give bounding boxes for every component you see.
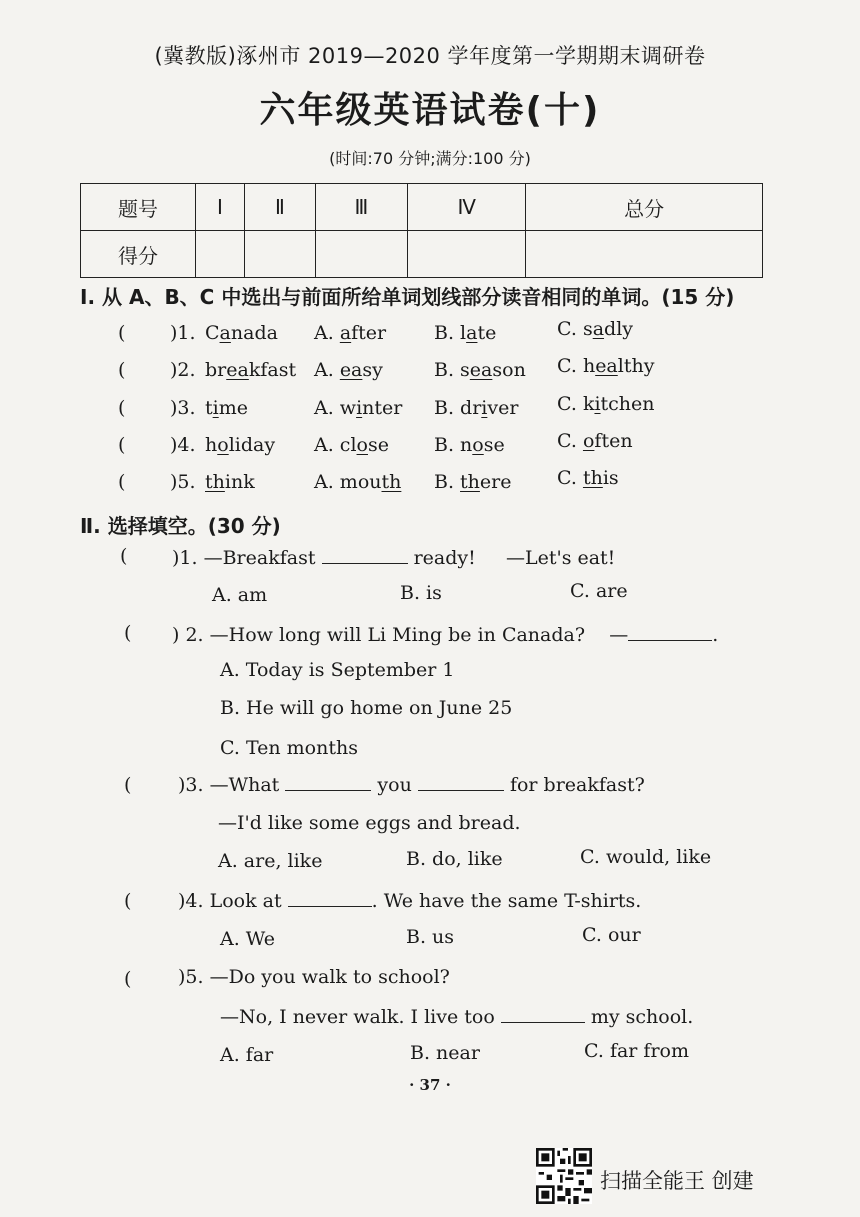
question-text: —No, I never walk. I live too [220,1006,495,1028]
word-part: br [205,359,227,381]
underlined-letters: a [592,318,605,340]
option-a [314,322,386,344]
scanner-watermark: 扫描全能王 创建 [600,1169,754,1193]
word-part: ere [479,471,512,493]
target-word [205,359,296,381]
score-cell: Ⅳ [408,184,526,231]
underlined-letters: th [381,471,402,493]
option-a: A. Today is September 1 [220,659,455,681]
score-cell: 题号 [81,184,196,231]
answer-paren[interactable]: ( [124,890,132,912]
word-part: ink [224,471,255,493]
word-part: fter [351,322,387,344]
word-part: C. s [557,318,593,340]
answer-paren[interactable]: ( [118,397,126,419]
score-input-cell[interactable] [196,231,245,278]
underlined-letters: i [481,397,488,419]
word-part: A. cl [314,434,357,456]
answer-paren[interactable]: ( [124,968,132,990]
word-part: A. [314,359,340,381]
option-c: C. Ten months [220,737,358,759]
word-part: tchen [600,393,655,415]
question-text: —Let's eat! [505,547,616,569]
word-part: B. s [434,359,470,381]
score-input-cell[interactable] [526,231,763,278]
underlined-letters: o [356,434,368,456]
answer-paren[interactable]: ( [118,359,126,381]
word-part: is [602,467,619,489]
word-part: A. w [314,397,357,419]
option-b [434,322,496,344]
word-part: ver [487,397,519,419]
word-part: B. n [434,434,473,456]
word-part: se [483,434,505,456]
question-text: my school. [590,1006,694,1028]
target-word [205,434,275,456]
option-a: A. We [220,928,276,950]
exam-series-header: (冀教版)涿州市 2019—2020 学年度第一学期期末调研卷 [154,44,706,68]
score-table-header-row [81,184,763,231]
word-part: lthy [617,355,655,377]
word-part: se [367,434,389,456]
question-number: )3. [178,774,204,796]
question-number: )2. [170,359,196,381]
option-b [434,434,505,456]
underlined-letters: a [219,322,231,344]
section-1-heading: Ⅰ. 从 A、B、C 中选出与前面所给单词划线部分读音相同的单词。(15 分) [80,285,735,309]
option-c [557,318,633,340]
underlined-letters: th [582,467,603,489]
question-2-5 [178,966,450,988]
score-input-cell[interactable] [245,231,316,278]
answer-blank[interactable] [288,888,372,907]
word-part: A. mou [314,471,382,493]
word-part: B. l [434,322,467,344]
option-a: A. am [212,584,268,606]
question-text: . [712,624,719,646]
question-number: )1. [170,322,196,344]
option-c [557,430,633,452]
answer-blank[interactable] [501,1004,585,1023]
underlined-letters: o [217,434,229,456]
word-part: C. [557,467,583,489]
target-word [205,322,278,344]
option-a [314,359,383,381]
question-5-response [220,1004,693,1028]
underlined-letters: o [582,430,595,452]
answer-paren[interactable]: ( [124,774,132,796]
underlined-letters: o [472,434,484,456]
answer-blank[interactable] [418,772,504,791]
underlined-letters: th [205,471,225,493]
underlined-letters: ea [226,359,249,381]
option-c [557,355,654,377]
target-word [205,471,255,493]
question-text: —What [209,774,280,796]
word-part: dly [604,318,634,340]
answer-blank[interactable] [322,545,408,564]
question-text: —Breakfast [203,547,316,569]
question-text: you [377,774,412,796]
question-number: )4. [170,434,196,456]
question-text: ready! [413,547,476,569]
answer-paren[interactable]: ( [118,471,126,493]
option-a [314,397,402,419]
underlined-letters: ea [339,359,363,381]
option-b: B. He will go home on June 25 [220,697,513,719]
option-c [557,467,619,489]
option-b [434,397,518,419]
question-number: )1. [172,547,198,569]
score-input-cell[interactable] [408,231,526,278]
question-2-3 [178,772,645,796]
exam-time-and-score: (时间:70 分钟;满分:100 分) [329,149,531,168]
question-number: )5. [178,966,204,988]
section-2-heading: Ⅱ. 选择填空。(30 分) [80,514,281,538]
word-part: son [492,359,526,381]
word-part: C. k [557,393,595,415]
page-number: · 37 · [409,1076,451,1094]
answer-paren[interactable]: ( [118,322,126,344]
option-b: B. near [410,1042,480,1064]
score-table [80,183,763,278]
word-part: ften [594,430,633,452]
word-part: liday [228,434,276,456]
word-part: te [477,322,497,344]
option-a: A. far [220,1044,274,1066]
underlined-letters: ea [469,359,493,381]
question-number: )3. [170,397,196,419]
underlined-letters: i [356,397,363,419]
word-part: C. h [557,355,596,377]
word-part: me [218,397,248,419]
option-c: C. our [582,924,641,946]
underlined-letters: th [460,471,480,493]
underlined-letters: i [594,393,601,415]
qr-code-icon [536,1148,592,1204]
word-part: B. dr [434,397,482,419]
word-part: kfast [248,359,297,381]
question-text: for breakfast? [509,774,645,796]
answer-paren[interactable]: ( [124,622,132,644]
question-text: —How long will Li Ming be in Canada? [209,624,586,646]
option-a [314,434,389,456]
question-text: Look at [209,890,282,912]
exam-title: 六年级英语试卷(十) [259,90,601,131]
option-c: C. far from [584,1040,689,1062]
word-part: h [205,434,218,456]
question-2-1 [172,545,615,569]
underlined-letters: ea [595,355,618,377]
question-2-4 [178,888,641,912]
word-part: A. [314,322,340,344]
word-part: B. [434,471,461,493]
score-table-score-row [81,231,763,278]
underlined-letters: a [466,322,478,344]
option-b: B. us [406,926,455,948]
word-part: nter [362,397,403,419]
score-cell: Ⅱ [245,184,316,231]
option-b: B. do, like [406,848,503,870]
word-part: nada [230,322,278,344]
answer-blank[interactable] [285,772,371,791]
question-2-2 [172,622,718,646]
score-cell: 得分 [81,231,196,278]
answer-blank[interactable] [628,622,712,641]
option-b [434,359,526,381]
option-a: A. are, like [218,850,323,872]
question-number: )5. [170,471,196,493]
word-part: sy [362,359,383,381]
underlined-letters: a [339,322,352,344]
word-part: C [205,322,220,344]
score-cell: 总分 [526,184,763,231]
option-c: C. are [570,580,628,602]
question-number: ) 2. [172,624,204,646]
answer-paren[interactable]: ( [118,434,126,456]
question-text: . We have the same T-shirts. [371,890,642,912]
answer-paren[interactable]: ( [120,545,128,567]
option-c: C. would, like [580,846,712,868]
score-cell: Ⅲ [315,184,407,231]
option-b [434,471,512,493]
word-part: t [205,397,213,419]
option-b: B. is [400,582,442,604]
word-part: C. [557,430,583,452]
target-word [205,397,248,419]
option-a [314,471,401,493]
question-text: — [609,624,629,646]
question-number: )4. [178,890,204,912]
question-response-line: —I'd like some eggs and bread. [218,812,521,834]
question-text: —Do you walk to school? [209,966,450,988]
underlined-letters: i [212,397,219,419]
score-input-cell[interactable] [315,231,407,278]
option-c [557,393,655,415]
score-cell: Ⅰ [196,184,245,231]
